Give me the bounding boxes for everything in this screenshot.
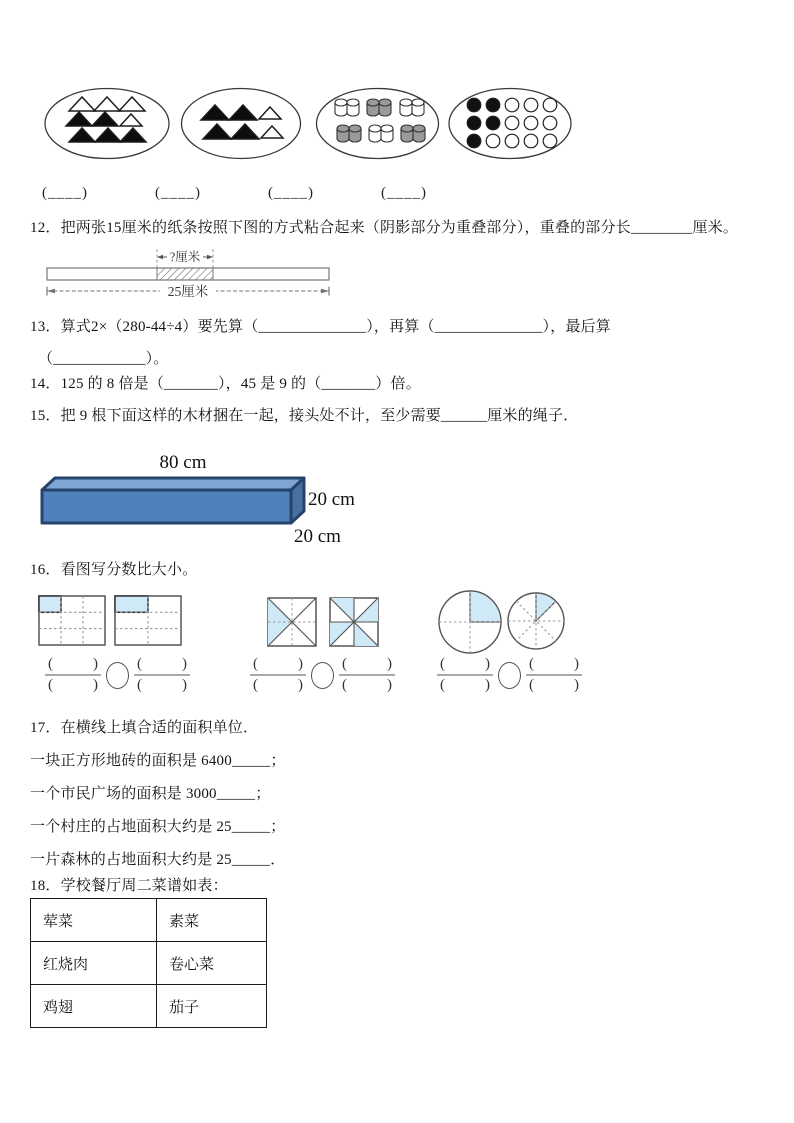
q18-menu-table <box>30 898 267 1028</box>
fraction-bar <box>437 674 493 676</box>
oval-outline <box>182 89 301 159</box>
q16-squares-figure <box>266 596 381 650</box>
fraction-bar <box>526 674 582 676</box>
q11-answer-blank-1: (____) <box>42 185 88 201</box>
paren: ( <box>137 677 142 693</box>
paren: ( <box>529 656 534 672</box>
q11-oval-circles <box>447 87 573 160</box>
paren: ) <box>485 677 490 693</box>
q18-title: 18．学校餐厅周二菜谱如表： <box>30 878 228 894</box>
paren: ) <box>574 677 579 693</box>
paren: ( <box>342 677 347 693</box>
menu-cell: 茄子 <box>157 985 267 1028</box>
q17-item-1: 一块正方形地砖的面积是 6400_____； <box>30 753 286 769</box>
q17-item-2: 一个市民广场的面积是 3000_____； <box>30 786 271 802</box>
paren: ) <box>298 677 303 693</box>
q16-compare-1 <box>45 656 190 694</box>
comparison-circle <box>498 662 521 689</box>
q17-title: 17．在横线上填合适的面积单位． <box>30 720 259 736</box>
paren: ( <box>253 677 258 693</box>
q11-oval-triangles-6 <box>180 87 302 160</box>
paren: ) <box>485 656 490 672</box>
menu-cell-veg-header: 素菜 <box>157 899 267 942</box>
q12-text: 12．把两张15厘米的纸条按照下图的方式粘合起来（阴影部分为重叠部分），重叠的部分长________厘米。 <box>30 220 739 236</box>
shaded-cell <box>115 596 148 612</box>
paren: ( <box>137 656 142 672</box>
paren: ) <box>574 656 579 672</box>
comparison-circle <box>106 662 129 689</box>
q13-text-line2: （____________）。 <box>38 351 169 367</box>
fraction-bar <box>45 674 101 676</box>
paren: ( <box>253 656 258 672</box>
shaded-quarter <box>470 591 501 622</box>
arrow-right-icon <box>321 289 329 294</box>
paren: ( <box>48 677 53 693</box>
overlap-length-label: ?厘米 <box>169 250 201 264</box>
menu-cell: 卷心菜 <box>157 942 267 985</box>
q16-title: 16．看图写分数比大小。 <box>30 562 198 578</box>
circle-shapes <box>467 98 557 148</box>
cuboid-top-face <box>42 478 304 490</box>
q16-rectangles-figure <box>38 592 188 650</box>
menu-cell-meat-header: 荤菜 <box>31 899 157 942</box>
arrow-left-icon <box>47 289 55 294</box>
paren: ) <box>93 656 98 672</box>
fraction-blank <box>134 656 190 694</box>
paren: ) <box>182 677 187 693</box>
q11-oval-triangles-9 <box>43 87 172 160</box>
menu-cell: 鸡翅 <box>31 985 157 1028</box>
overlap-shaded-region <box>157 268 213 280</box>
cuboid-width-label: 20 cm <box>294 526 341 547</box>
paren: ( <box>440 656 445 672</box>
comparison-circle <box>311 662 334 689</box>
table-row <box>31 942 267 985</box>
total-length-label: 25厘米 <box>167 284 209 299</box>
q11-answer-blank-4: (____) <box>381 185 427 201</box>
paren: ( <box>529 677 534 693</box>
table-row <box>31 985 267 1028</box>
menu-cell: 红烧肉 <box>31 942 157 985</box>
fraction-bar <box>339 674 395 676</box>
fraction-blank <box>250 656 306 694</box>
paren: ) <box>387 656 392 672</box>
q15-cuboid-diagram <box>38 448 373 548</box>
fraction-bar <box>250 674 306 676</box>
cuboid-length-label: 80 cm <box>159 452 207 473</box>
paren: ) <box>93 677 98 693</box>
shaded-cell <box>39 596 61 612</box>
cuboid-front-face <box>42 490 291 523</box>
fraction-bar <box>134 674 190 676</box>
q13-text-line1: 13．算式2×（280-44÷4）要先算（______________），再算（______________），最后算 <box>30 319 611 335</box>
paren: ( <box>48 656 53 672</box>
arrow-left-icon <box>157 255 163 259</box>
q16-compare-3 <box>437 656 582 694</box>
q12-paper-strip-diagram <box>45 246 345 302</box>
paren: ( <box>342 656 347 672</box>
q17-item-4: 一片森林的占地面积大约是 25_____． <box>30 852 286 868</box>
table-row <box>31 899 267 942</box>
triangle-shapes <box>66 97 146 142</box>
arrow-right-icon <box>207 255 213 259</box>
paren: ) <box>182 656 187 672</box>
fraction-blank <box>526 656 582 694</box>
cuboid-height-label: 20 cm <box>308 489 355 510</box>
q16-circles-figure <box>435 585 575 661</box>
q15-text: 15．把 9 根下面这样的木材捆在一起，接头处不计，至少需要______厘米的绳子． <box>30 408 579 424</box>
q11-answer-blank-2: (____) <box>155 185 201 201</box>
fraction-blank <box>339 656 395 694</box>
paren: ) <box>387 677 392 693</box>
q17-item-3: 一个村庄的占地面积大约是 25_____； <box>30 819 286 835</box>
paren: ( <box>440 677 445 693</box>
q16-compare-2 <box>250 656 395 694</box>
q11-oval-cylinders <box>315 87 440 160</box>
q14-text: 14．125 的 8 倍是（_______），45 是 9 的（_______）倍。 <box>30 376 421 392</box>
q11-answer-blank-3: (____) <box>268 185 314 201</box>
fraction-blank <box>437 656 493 694</box>
paren: ) <box>298 656 303 672</box>
fraction-blank <box>45 656 101 694</box>
